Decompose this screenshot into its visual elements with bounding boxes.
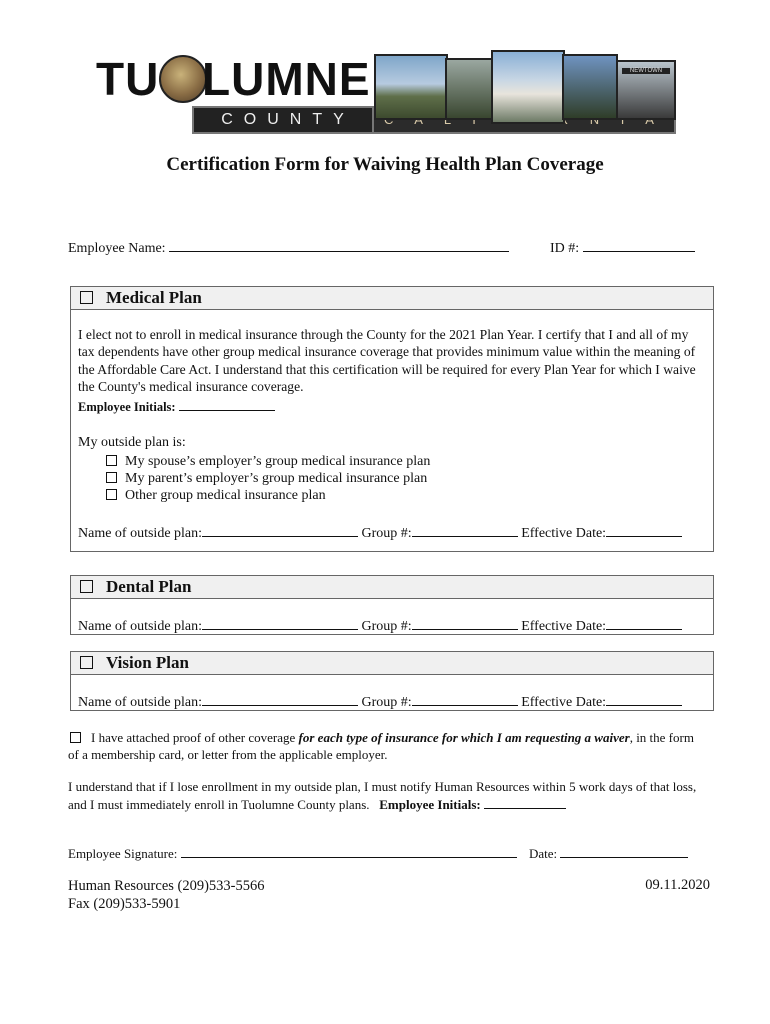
logo-county-text: COUNTY	[221, 111, 355, 128]
dental-plan-fields-row	[78, 615, 682, 635]
option-checkbox-icon[interactable]	[106, 489, 117, 500]
employee-name-label: Employee Name:	[68, 241, 166, 256]
hr-fax: Fax (209)533-5901	[68, 896, 181, 912]
proof-checkbox[interactable]	[70, 732, 81, 743]
medical-plan-checkbox[interactable]	[80, 291, 93, 304]
option-checkbox-icon[interactable]	[106, 455, 117, 466]
option-label: My parent’s employer’s group medical insurance plan	[125, 471, 428, 486]
outside-plan-name-field[interactable]	[202, 615, 358, 630]
signature-date-label: Date:	[529, 846, 558, 861]
employee-id-row	[550, 237, 695, 257]
logo-text-left: TU	[96, 53, 160, 105]
proof-text-before: I have attached proof of other coverage	[91, 730, 299, 745]
logo-photo-forest	[445, 58, 494, 120]
logo-photo-sign-text: NEWTOWN	[622, 68, 670, 74]
enrollment-notice	[68, 779, 708, 813]
effective-date-field[interactable]	[606, 615, 682, 630]
medical-plan-fields-row	[78, 522, 682, 542]
form-revision-date: 09.11.2020	[645, 877, 710, 893]
medical-initials-row	[78, 398, 275, 415]
hr-phone: Human Resources (209)533-5566	[68, 878, 265, 894]
medical-plan-title: Medical Plan	[106, 288, 202, 307]
medical-plan-header	[71, 287, 713, 310]
logo-county-bar	[192, 106, 374, 134]
outside-plan-name-label: Name of outside plan:	[78, 526, 203, 541]
outside-plan-name-field[interactable]	[202, 691, 358, 706]
footer-contact	[68, 877, 265, 913]
outside-plan-name-label: Name of outside plan:	[78, 619, 203, 634]
logo-text-right: LUMNE	[202, 53, 371, 105]
group-number-field[interactable]	[412, 691, 518, 706]
notice-initials-field[interactable]	[484, 796, 566, 809]
signature-row	[68, 845, 517, 862]
outside-plan-option-spouse[interactable]	[106, 454, 430, 470]
effective-date-field[interactable]	[606, 691, 682, 706]
signature-label: Employee Signature:	[68, 846, 178, 861]
employee-name-row	[68, 237, 509, 257]
vision-plan-title: Vision Plan	[106, 653, 189, 672]
logo-emblem-icon	[159, 55, 207, 103]
vision-plan-header	[71, 652, 713, 675]
dental-plan-section	[70, 575, 714, 635]
option-label: My spouse’s employer’s group medical insurance plan	[125, 454, 431, 469]
option-label: Other group medical insurance plan	[125, 488, 326, 503]
outside-plan-option-parent[interactable]	[106, 471, 427, 487]
group-number-label: Group #:	[361, 619, 412, 634]
employee-id-field[interactable]	[583, 237, 695, 252]
logo-photo-newtown	[616, 60, 676, 120]
proof-text-after: , in the form of a membership card, or letter from the applicable employer.	[68, 730, 694, 762]
enrollment-notice-text: I understand that if I lose enrollment in my outside plan, I must notify Human Resources within 5 work days of that loss, and I must immediately enroll in Tuolumne County plans.	[68, 779, 697, 812]
employee-name-field[interactable]	[169, 237, 509, 252]
medical-paragraph: I elect not to enroll in medical insurance through the County for the 2021 Plan Year. I certify that I and all of my tax dependents have other group medical insurance coverage that provides minimum value within the meaning of the Affordable Care Act. I understand that this certification will be required for every Plan Year for which I waive the County's medical insurance coverage.	[78, 327, 696, 394]
outside-plan-name-field[interactable]	[202, 522, 358, 537]
signature-date-row	[529, 845, 688, 862]
medical-plan-section	[70, 286, 714, 552]
group-number-label: Group #:	[361, 526, 412, 541]
outside-plan-label: My outside plan is:	[78, 435, 186, 450]
vision-plan-fields-row	[78, 691, 682, 711]
vision-plan-checkbox[interactable]	[80, 656, 93, 669]
dental-plan-title: Dental Plan	[106, 577, 192, 596]
page-title: Certification Form for Waiving Health Plan Coverage	[166, 154, 604, 175]
group-number-field[interactable]	[412, 615, 518, 630]
dental-plan-checkbox[interactable]	[80, 580, 93, 593]
effective-date-label: Effective Date:	[521, 619, 607, 634]
logo-photo-mountain	[374, 54, 448, 120]
group-number-label: Group #:	[361, 695, 412, 710]
medical-initials-field[interactable]	[179, 398, 275, 411]
signature-field[interactable]	[181, 845, 517, 858]
outside-plan-name-label: Name of outside plan:	[78, 695, 203, 710]
effective-date-field[interactable]	[606, 522, 682, 537]
proof-statement	[68, 730, 708, 763]
effective-date-label: Effective Date:	[521, 526, 607, 541]
vision-plan-section	[70, 651, 714, 711]
logo-photo-tree	[562, 54, 618, 120]
medical-initials-label: Employee Initials:	[78, 400, 176, 414]
option-checkbox-icon[interactable]	[106, 472, 117, 483]
county-logo	[92, 46, 672, 138]
effective-date-label: Effective Date:	[521, 695, 607, 710]
outside-plan-option-other[interactable]	[106, 488, 326, 504]
dental-plan-header	[71, 576, 713, 599]
notice-initials-label: Employee Initials:	[379, 796, 481, 812]
employee-id-label: ID #:	[550, 241, 580, 256]
group-number-field[interactable]	[412, 522, 518, 537]
proof-text-emphasis: for each type of insurance for which I am requesting a waiver	[298, 730, 630, 745]
logo-photo-courthouse	[491, 50, 565, 124]
signature-date-field[interactable]	[560, 845, 688, 858]
